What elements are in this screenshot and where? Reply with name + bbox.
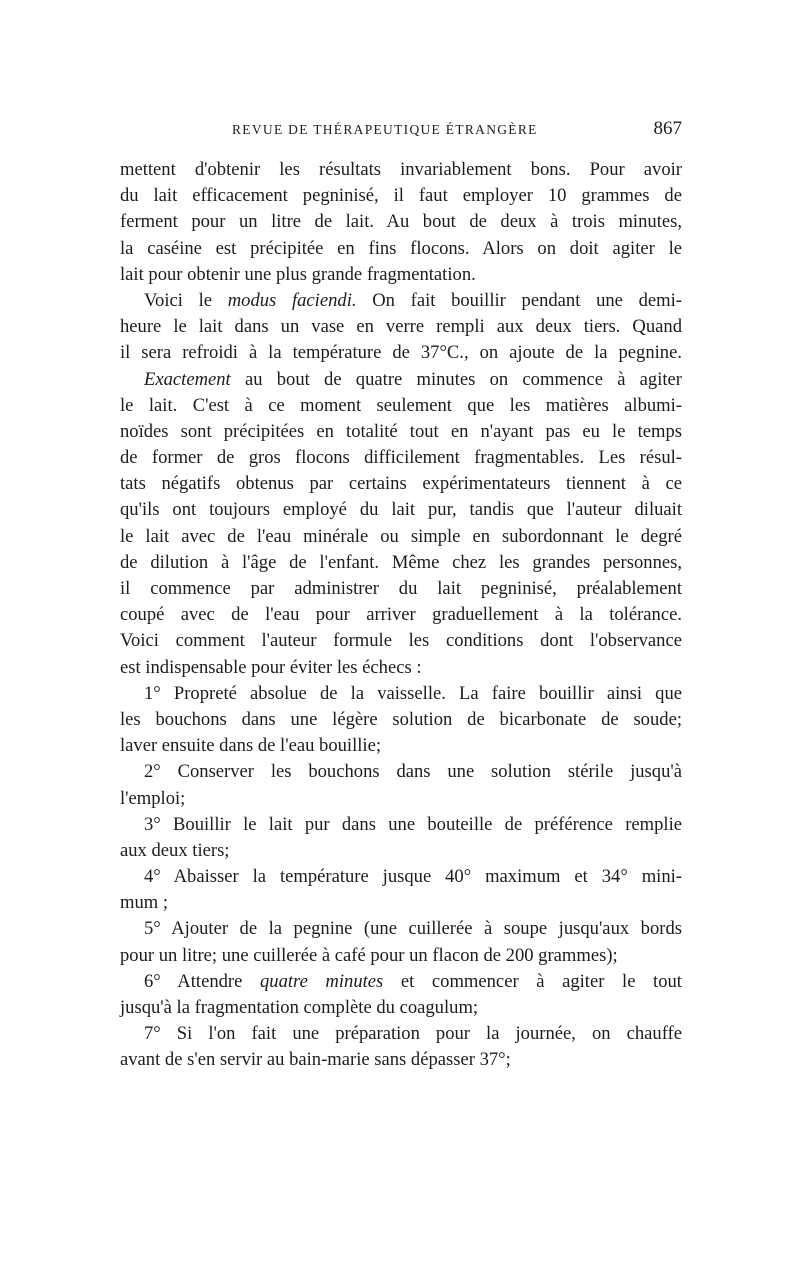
text-line: qu'ils ont toujours employé du lait pur, tandis que l'auteur diluait <box>120 499 682 521</box>
italic-run: modus faciendi. <box>227 289 357 311</box>
text-line: jusqu'à la fragmentation complète du coagulum; <box>120 997 479 1018</box>
text-line: mettent d'obtenir les résultats invariablement bons. Pour avoir <box>120 159 682 180</box>
text-line: laver ensuite dans de l'eau bouillie; <box>120 735 381 757</box>
text-line: 4° Abaisser la température jusque 40° maximum et 34° mini- <box>144 866 682 888</box>
text-line: de dilution à l'âge de l'enfant. Même chez les grandes personnes, <box>120 551 682 573</box>
text-line <box>120 367 682 393</box>
text-line: il commence par administrer du lait pegninisé, préalablement <box>120 578 682 599</box>
running-title: REVUE DE THÉRAPEUTIQUE ÉTRANGÈRE <box>232 122 538 137</box>
text-run: On fait bouillir pendant une demi- <box>356 289 682 311</box>
text-run: et commencer à agiter le tout <box>383 970 682 992</box>
text-line: il sera refroidi à la température de 37°C., on ajoute de la pegnine. <box>120 342 682 364</box>
text-line: les bouchons dans une légère solution de bicarbonate de soude; <box>120 708 682 730</box>
text-line: 3° Bouillir le lait pur dans une bouteille de préférence remplie <box>144 813 682 835</box>
text-line: le lait. C'est à ce moment seulement que les matières albumi- <box>120 394 682 416</box>
text-line: lait pour obtenir une plus grande fragmentation. <box>120 263 476 285</box>
text-line: est indispensable pour éviter les échecs : <box>120 656 422 678</box>
text-line: l'emploi; <box>120 787 186 809</box>
running-head <box>120 118 682 142</box>
text-run: 6° Attendre <box>144 970 260 992</box>
page-number: 867 <box>653 118 682 139</box>
text-line: aux deux tiers; <box>120 839 230 861</box>
text-line: 2° Conserver les bouchons dans une solution stérile jusqu'à <box>144 761 682 783</box>
text-line: la caséine est précipitée en fins flocons. Alors on doit agiter le <box>120 237 682 259</box>
italic-run: quatre minutes <box>259 970 384 992</box>
italic-run: Exactement <box>144 368 231 390</box>
text-line: tats négatifs obtenus par certains expérimentateurs tiennent à ce <box>120 473 682 495</box>
text-line: mum ; <box>120 892 169 914</box>
text-line: ferment pour un litre de lait. Au bout de deux à trois minutes, <box>120 211 682 233</box>
text-line: noïdes sont précipitées en totalité tout en n'ayant pas eu le temps <box>120 420 682 442</box>
text-line: pour un litre; une cuillerée à café pour un flacon de 200 grammes); <box>120 944 618 966</box>
text-run: au bout de quatre minutes on commence à agiter <box>230 368 682 390</box>
text-line: heure le lait dans un vase en verre rempli aux deux tiers. Quand <box>120 316 682 338</box>
text-line: avant de s'en servir au bain-marie sans dépasser 37°; <box>120 1049 511 1071</box>
text-line: 5° Ajouter de la pegnine (une cuillerée à soupe jusqu'aux bords <box>144 918 682 940</box>
text-line: 1° Propreté absolue de la vaisselle. La faire bouillir ainsi que <box>144 682 682 704</box>
body-text <box>120 157 682 1074</box>
text-line: le lait avec de l'eau minérale ou simple en subordonnant le degré <box>120 525 682 547</box>
text-line: de former de gros flocons difficilement fragmentables. Les résul- <box>120 447 682 469</box>
text-line: Voici comment l'auteur formule les conditions dont l'observance <box>120 630 682 652</box>
text-line: coupé avec de l'eau pour arriver graduellement à la tolérance. <box>120 604 682 626</box>
text-line: du lait efficacement pegninisé, il faut employer 10 grammes de <box>120 185 682 207</box>
text-line: 7° Si l'on fait une préparation pour la journée, on chauffe <box>144 1023 682 1045</box>
text-run: Voici le <box>144 289 228 311</box>
text-line <box>120 288 682 314</box>
text-line <box>120 969 682 995</box>
